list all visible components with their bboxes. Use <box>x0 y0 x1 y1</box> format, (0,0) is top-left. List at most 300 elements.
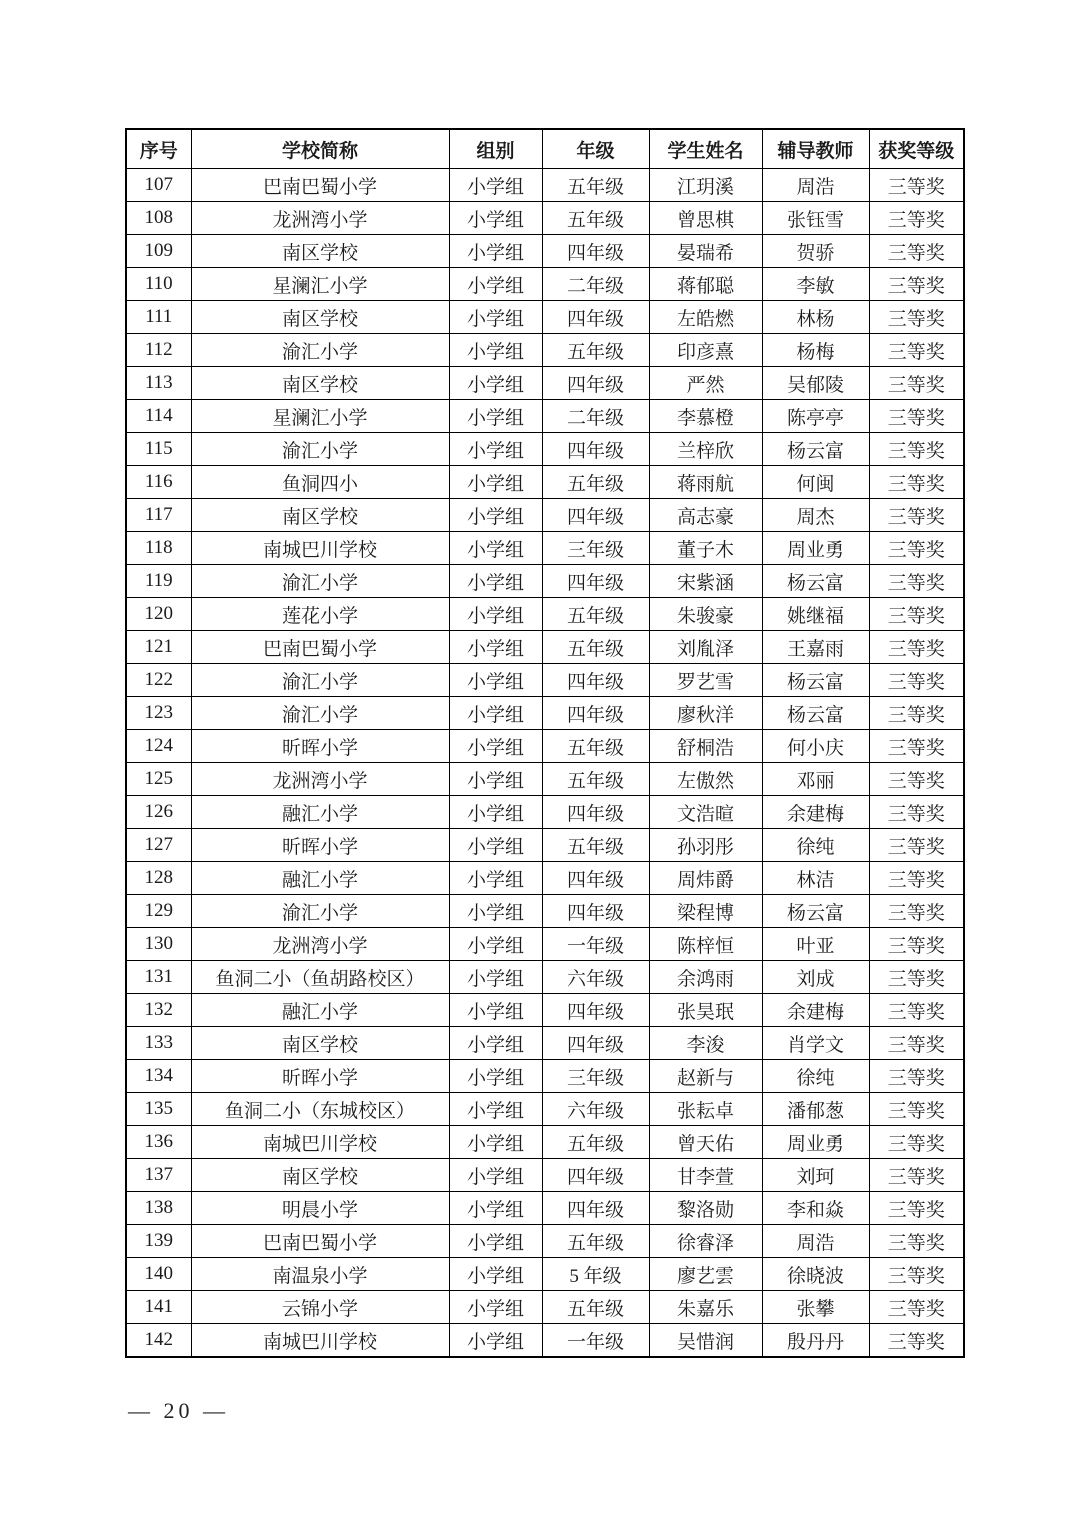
table-cell: 南城巴川学校 <box>191 1126 449 1159</box>
table-cell: 肖学文 <box>762 1027 869 1060</box>
table-cell: 118 <box>126 532 191 565</box>
table-cell: 五年级 <box>542 631 649 664</box>
table-cell: 129 <box>126 895 191 928</box>
table-cell: 130 <box>126 928 191 961</box>
table-cell: 巴南巴蜀小学 <box>191 169 449 202</box>
table-cell: 廖艺雲 <box>649 1258 762 1291</box>
table-cell: 三等奖 <box>869 169 964 202</box>
table-row <box>126 499 964 532</box>
table-row <box>126 367 964 400</box>
table-cell: 渝汇小学 <box>191 433 449 466</box>
table-cell: 134 <box>126 1060 191 1093</box>
table-cell: 小学组 <box>449 1027 542 1060</box>
table-cell: 南区学校 <box>191 301 449 334</box>
table-cell: 刘珂 <box>762 1159 869 1192</box>
table-cell: 小学组 <box>449 994 542 1027</box>
table-row <box>126 1126 964 1159</box>
table-cell: 三等奖 <box>869 202 964 235</box>
table-cell: 二年级 <box>542 400 649 433</box>
table-cell: 杨云富 <box>762 664 869 697</box>
table-cell: 赵新与 <box>649 1060 762 1093</box>
table-cell: 小学组 <box>449 1060 542 1093</box>
table-row <box>126 928 964 961</box>
table-cell: 小学组 <box>449 1192 542 1225</box>
table-cell: 小学组 <box>449 796 542 829</box>
table-row <box>126 697 964 730</box>
table-cell: 文浩暄 <box>649 796 762 829</box>
table-cell: 三等奖 <box>869 1324 964 1358</box>
table-cell: 南温泉小学 <box>191 1258 449 1291</box>
table-row <box>126 1060 964 1093</box>
table-cell: 小学组 <box>449 268 542 301</box>
table-cell: 115 <box>126 433 191 466</box>
table-cell: 邓丽 <box>762 763 869 796</box>
table-row <box>126 895 964 928</box>
table-cell: 五年级 <box>542 730 649 763</box>
table-row <box>126 631 964 664</box>
table-cell: 三等奖 <box>869 763 964 796</box>
table-cell: 小学组 <box>449 1258 542 1291</box>
table-cell: 四年级 <box>542 235 649 268</box>
table-cell: 三等奖 <box>869 928 964 961</box>
table-cell: 三年级 <box>542 532 649 565</box>
table-row <box>126 532 964 565</box>
table-cell: 南城巴川学校 <box>191 1324 449 1358</box>
table-cell: 廖秋洋 <box>649 697 762 730</box>
table-cell: 星澜汇小学 <box>191 400 449 433</box>
table-cell: 小学组 <box>449 862 542 895</box>
table-cell: 四年级 <box>542 895 649 928</box>
table-cell: 左皓燃 <box>649 301 762 334</box>
table-cell: 142 <box>126 1324 191 1358</box>
table-cell: 小学组 <box>449 499 542 532</box>
table-row <box>126 400 964 433</box>
table-row <box>126 1192 964 1225</box>
table-cell: 周业勇 <box>762 532 869 565</box>
table-row <box>126 829 964 862</box>
table-row <box>126 169 964 202</box>
table-cell: 107 <box>126 169 191 202</box>
table-cell: 杨云富 <box>762 895 869 928</box>
table-cell: 吴惜润 <box>649 1324 762 1358</box>
table-cell: 三等奖 <box>869 697 964 730</box>
table-cell: 李敏 <box>762 268 869 301</box>
table-cell: 四年级 <box>542 1192 649 1225</box>
table-cell: 三等奖 <box>869 895 964 928</box>
table-cell: 潘郁葱 <box>762 1093 869 1126</box>
table-cell: 128 <box>126 862 191 895</box>
table-cell: 127 <box>126 829 191 862</box>
table-cell: 五年级 <box>542 169 649 202</box>
table-cell: 昕晖小学 <box>191 730 449 763</box>
table-cell: 124 <box>126 730 191 763</box>
table-cell: 140 <box>126 1258 191 1291</box>
table-cell: 昕晖小学 <box>191 1060 449 1093</box>
table-cell: 周业勇 <box>762 1126 869 1159</box>
table-cell: 昕晖小学 <box>191 829 449 862</box>
table-cell: 三等奖 <box>869 1192 964 1225</box>
table-cell: 四年级 <box>542 697 649 730</box>
table-cell: 余建梅 <box>762 796 869 829</box>
table-cell: 林杨 <box>762 301 869 334</box>
table-cell: 三等奖 <box>869 631 964 664</box>
table-cell: 周浩 <box>762 1225 869 1258</box>
table-row <box>126 862 964 895</box>
table-cell: 南区学校 <box>191 1027 449 1060</box>
table-row <box>126 565 964 598</box>
table-cell: 鱼洞二小（鱼胡路校区） <box>191 961 449 994</box>
header-cell-grade: 年级 <box>542 129 649 169</box>
table-cell: 高志豪 <box>649 499 762 532</box>
table-cell: 三等奖 <box>869 1126 964 1159</box>
table-cell: 小学组 <box>449 730 542 763</box>
table-row <box>126 961 964 994</box>
table-cell: 三等奖 <box>869 565 964 598</box>
table-cell: 甘李萱 <box>649 1159 762 1192</box>
table-cell: 四年级 <box>542 433 649 466</box>
table-cell: 鱼洞四小 <box>191 466 449 499</box>
table-cell: 兰梓欣 <box>649 433 762 466</box>
table-cell: 112 <box>126 334 191 367</box>
table-cell: 南区学校 <box>191 235 449 268</box>
table-cell: 严然 <box>649 367 762 400</box>
table-cell: 136 <box>126 1126 191 1159</box>
table-cell: 晏瑞希 <box>649 235 762 268</box>
table-cell: 117 <box>126 499 191 532</box>
table-cell: 李和焱 <box>762 1192 869 1225</box>
table-cell: 三等奖 <box>869 796 964 829</box>
table-cell: 109 <box>126 235 191 268</box>
table-cell: 左傲然 <box>649 763 762 796</box>
table-cell: 融汇小学 <box>191 862 449 895</box>
table-cell: 周炜爵 <box>649 862 762 895</box>
table-cell: 小学组 <box>449 928 542 961</box>
table-row <box>126 235 964 268</box>
table-cell: 三年级 <box>542 1060 649 1093</box>
table-cell: 李慕橙 <box>649 400 762 433</box>
table-cell: 云锦小学 <box>191 1291 449 1324</box>
table-cell: 五年级 <box>542 202 649 235</box>
table-cell: 龙洲湾小学 <box>191 763 449 796</box>
table-cell: 一年级 <box>542 1324 649 1358</box>
table-cell: 陈梓恒 <box>649 928 762 961</box>
table-cell: 徐睿泽 <box>649 1225 762 1258</box>
table-cell: 116 <box>126 466 191 499</box>
table-cell: 小学组 <box>449 1126 542 1159</box>
table-cell: 132 <box>126 994 191 1027</box>
table-cell: 星澜汇小学 <box>191 268 449 301</box>
table-cell: 四年级 <box>542 499 649 532</box>
table-cell: 六年级 <box>542 961 649 994</box>
table-cell: 小学组 <box>449 202 542 235</box>
table-cell: 渝汇小学 <box>191 664 449 697</box>
table-cell: 小学组 <box>449 763 542 796</box>
table-cell: 张昊珉 <box>649 994 762 1027</box>
table-cell: 110 <box>126 268 191 301</box>
table-cell: 殷丹丹 <box>762 1324 869 1358</box>
table-cell: 徐晓波 <box>762 1258 869 1291</box>
table-cell: 南区学校 <box>191 1159 449 1192</box>
table-cell: 何小庆 <box>762 730 869 763</box>
table-cell: 小学组 <box>449 301 542 334</box>
table-cell: 五年级 <box>542 763 649 796</box>
table-cell: 小学组 <box>449 1324 542 1358</box>
table-cell: 刘胤泽 <box>649 631 762 664</box>
table-cell: 五年级 <box>542 598 649 631</box>
table-cell: 三等奖 <box>869 664 964 697</box>
table-row <box>126 301 964 334</box>
table-cell: 120 <box>126 598 191 631</box>
table-cell: 三等奖 <box>869 862 964 895</box>
table-cell: 小学组 <box>449 1291 542 1324</box>
table-row <box>126 433 964 466</box>
table-cell: 周浩 <box>762 169 869 202</box>
page-number: — 20 — <box>128 1398 229 1423</box>
header-cell-teacher: 辅导教师 <box>762 129 869 169</box>
table-cell: 周杰 <box>762 499 869 532</box>
table-cell: 杨云富 <box>762 433 869 466</box>
table-cell: 139 <box>126 1225 191 1258</box>
table-row <box>126 994 964 1027</box>
table-cell: 137 <box>126 1159 191 1192</box>
table-cell: 四年级 <box>542 367 649 400</box>
table-cell: 四年级 <box>542 664 649 697</box>
table-cell: 二年级 <box>542 268 649 301</box>
table-cell: 三等奖 <box>869 400 964 433</box>
table-cell: 黎洛勋 <box>649 1192 762 1225</box>
table-cell: 渝汇小学 <box>191 895 449 928</box>
table-cell: 吴郁陵 <box>762 367 869 400</box>
table-cell: 舒桐浩 <box>649 730 762 763</box>
table-cell: 龙洲湾小学 <box>191 202 449 235</box>
table-cell: 龙洲湾小学 <box>191 928 449 961</box>
table-cell: 108 <box>126 202 191 235</box>
table-cell: 渝汇小学 <box>191 697 449 730</box>
table-row <box>126 598 964 631</box>
table-cell: 三等奖 <box>869 532 964 565</box>
table-cell: 三等奖 <box>869 334 964 367</box>
table-cell: 宋紫涵 <box>649 565 762 598</box>
table-cell: 董子木 <box>649 532 762 565</box>
table-cell: 111 <box>126 301 191 334</box>
table-cell: 五年级 <box>542 334 649 367</box>
table-cell: 小学组 <box>449 400 542 433</box>
table-cell: 三等奖 <box>869 829 964 862</box>
table-row <box>126 796 964 829</box>
table-cell: 133 <box>126 1027 191 1060</box>
table-cell: 张钰雪 <box>762 202 869 235</box>
table-cell: 徐纯 <box>762 1060 869 1093</box>
table-row <box>126 1225 964 1258</box>
table-cell: 三等奖 <box>869 730 964 763</box>
table-cell: 四年级 <box>542 862 649 895</box>
table-cell: 小学组 <box>449 961 542 994</box>
table-cell: 小学组 <box>449 1225 542 1258</box>
table-cell: 123 <box>126 697 191 730</box>
table-cell: 三等奖 <box>869 301 964 334</box>
table-cell: 朱嘉乐 <box>649 1291 762 1324</box>
table-cell: 小学组 <box>449 433 542 466</box>
table-cell: 叶亚 <box>762 928 869 961</box>
header-cell-student: 学生姓名 <box>649 129 762 169</box>
award-results-table <box>125 128 965 1358</box>
table-cell: 蒋雨航 <box>649 466 762 499</box>
table-cell: 罗艺雪 <box>649 664 762 697</box>
table-cell: 杨梅 <box>762 334 869 367</box>
table-row <box>126 1159 964 1192</box>
table-cell: 渝汇小学 <box>191 565 449 598</box>
table-row <box>126 334 964 367</box>
table-cell: 三等奖 <box>869 466 964 499</box>
table-cell: 小学组 <box>449 697 542 730</box>
table-cell: 小学组 <box>449 829 542 862</box>
table-cell: 姚继福 <box>762 598 869 631</box>
table-row <box>126 1027 964 1060</box>
table-row <box>126 1291 964 1324</box>
table-cell: 119 <box>126 565 191 598</box>
table-cell: 五年级 <box>542 466 649 499</box>
table-cell: 曾思棋 <box>649 202 762 235</box>
table-cell: 巴南巴蜀小学 <box>191 631 449 664</box>
table-cell: 小学组 <box>449 895 542 928</box>
table-cell: 小学组 <box>449 1159 542 1192</box>
table-cell: 122 <box>126 664 191 697</box>
table-row <box>126 466 964 499</box>
table-cell: 曾天佑 <box>649 1126 762 1159</box>
table-cell: 五年级 <box>542 1291 649 1324</box>
table-cell: 明晨小学 <box>191 1192 449 1225</box>
table-cell: 小学组 <box>449 169 542 202</box>
award-table-body <box>126 169 964 1358</box>
table-cell: 梁程博 <box>649 895 762 928</box>
table-cell: 陈亭亭 <box>762 400 869 433</box>
table-cell: 杨云富 <box>762 697 869 730</box>
table-cell: 孙羽彤 <box>649 829 762 862</box>
table-cell: 五年级 <box>542 1126 649 1159</box>
table-cell: 四年级 <box>542 301 649 334</box>
table-cell: 江玥溪 <box>649 169 762 202</box>
table-cell: 林洁 <box>762 862 869 895</box>
table-cell: 四年级 <box>542 1159 649 1192</box>
table-cell: 三等奖 <box>869 598 964 631</box>
table-cell: 一年级 <box>542 928 649 961</box>
table-cell: 张攀 <box>762 1291 869 1324</box>
table-row <box>126 202 964 235</box>
table-cell: 三等奖 <box>869 268 964 301</box>
header-cell-group: 组别 <box>449 129 542 169</box>
table-cell: 121 <box>126 631 191 664</box>
header-cell-serial: 序号 <box>126 129 191 169</box>
table-row <box>126 268 964 301</box>
table-cell: 五年级 <box>542 1225 649 1258</box>
table-cell: 小学组 <box>449 367 542 400</box>
table-cell: 南城巴川学校 <box>191 532 449 565</box>
table-cell: 135 <box>126 1093 191 1126</box>
table-cell: 小学组 <box>449 598 542 631</box>
table-cell: 141 <box>126 1291 191 1324</box>
table-cell: 小学组 <box>449 1093 542 1126</box>
table-cell: 五年级 <box>542 829 649 862</box>
table-cell: 131 <box>126 961 191 994</box>
table-cell: 三等奖 <box>869 1159 964 1192</box>
table-cell: 南区学校 <box>191 367 449 400</box>
table-cell: 三等奖 <box>869 961 964 994</box>
table-cell: 三等奖 <box>869 235 964 268</box>
table-row <box>126 1093 964 1126</box>
table-cell: 徐纯 <box>762 829 869 862</box>
table-cell: 余建梅 <box>762 994 869 1027</box>
table-cell: 小学组 <box>449 664 542 697</box>
table-cell: 张耘卓 <box>649 1093 762 1126</box>
table-cell: 三等奖 <box>869 433 964 466</box>
table-cell: 三等奖 <box>869 499 964 532</box>
table-cell: 三等奖 <box>869 994 964 1027</box>
table-row <box>126 664 964 697</box>
table-header <box>126 129 964 169</box>
table-cell: 巴南巴蜀小学 <box>191 1225 449 1258</box>
table-cell: 125 <box>126 763 191 796</box>
table-row <box>126 730 964 763</box>
table-cell: 莲花小学 <box>191 598 449 631</box>
table-cell: 朱骏豪 <box>649 598 762 631</box>
table-cell: 小学组 <box>449 565 542 598</box>
table-cell: 小学组 <box>449 631 542 664</box>
header-cell-award: 获奖等级 <box>869 129 964 169</box>
table-cell: 5 年级 <box>542 1258 649 1291</box>
table-cell: 138 <box>126 1192 191 1225</box>
table-cell: 杨云富 <box>762 565 869 598</box>
table-row <box>126 1324 964 1358</box>
table-cell: 小学组 <box>449 532 542 565</box>
table-cell: 贺骄 <box>762 235 869 268</box>
table-cell: 三等奖 <box>869 1060 964 1093</box>
table-cell: 小学组 <box>449 334 542 367</box>
table-cell: 刘成 <box>762 961 869 994</box>
table-cell: 三等奖 <box>869 1093 964 1126</box>
table-cell: 何闽 <box>762 466 869 499</box>
table-cell: 李浚 <box>649 1027 762 1060</box>
table-cell: 126 <box>126 796 191 829</box>
table-cell: 鱼洞二小（东城校区） <box>191 1093 449 1126</box>
table-cell: 王嘉雨 <box>762 631 869 664</box>
table-cell: 三等奖 <box>869 1291 964 1324</box>
table-cell: 四年级 <box>542 994 649 1027</box>
table-cell: 小学组 <box>449 466 542 499</box>
table-header-row <box>126 129 964 169</box>
table-cell: 114 <box>126 400 191 433</box>
table-cell: 四年级 <box>542 565 649 598</box>
table-cell: 融汇小学 <box>191 994 449 1027</box>
table-cell: 小学组 <box>449 235 542 268</box>
table-cell: 三等奖 <box>869 1225 964 1258</box>
table-cell: 四年级 <box>542 1027 649 1060</box>
table-row <box>126 1258 964 1291</box>
table-cell: 四年级 <box>542 796 649 829</box>
table-cell: 三等奖 <box>869 367 964 400</box>
table-cell: 南区学校 <box>191 499 449 532</box>
table-row <box>126 763 964 796</box>
table-cell: 六年级 <box>542 1093 649 1126</box>
table-cell: 蒋郁聪 <box>649 268 762 301</box>
table-cell: 渝汇小学 <box>191 334 449 367</box>
table-cell: 113 <box>126 367 191 400</box>
table-cell: 三等奖 <box>869 1258 964 1291</box>
table-cell: 融汇小学 <box>191 796 449 829</box>
table-cell: 余鸿雨 <box>649 961 762 994</box>
header-cell-school: 学校简称 <box>191 129 449 169</box>
table-cell: 印彦熹 <box>649 334 762 367</box>
table-cell: 三等奖 <box>869 1027 964 1060</box>
